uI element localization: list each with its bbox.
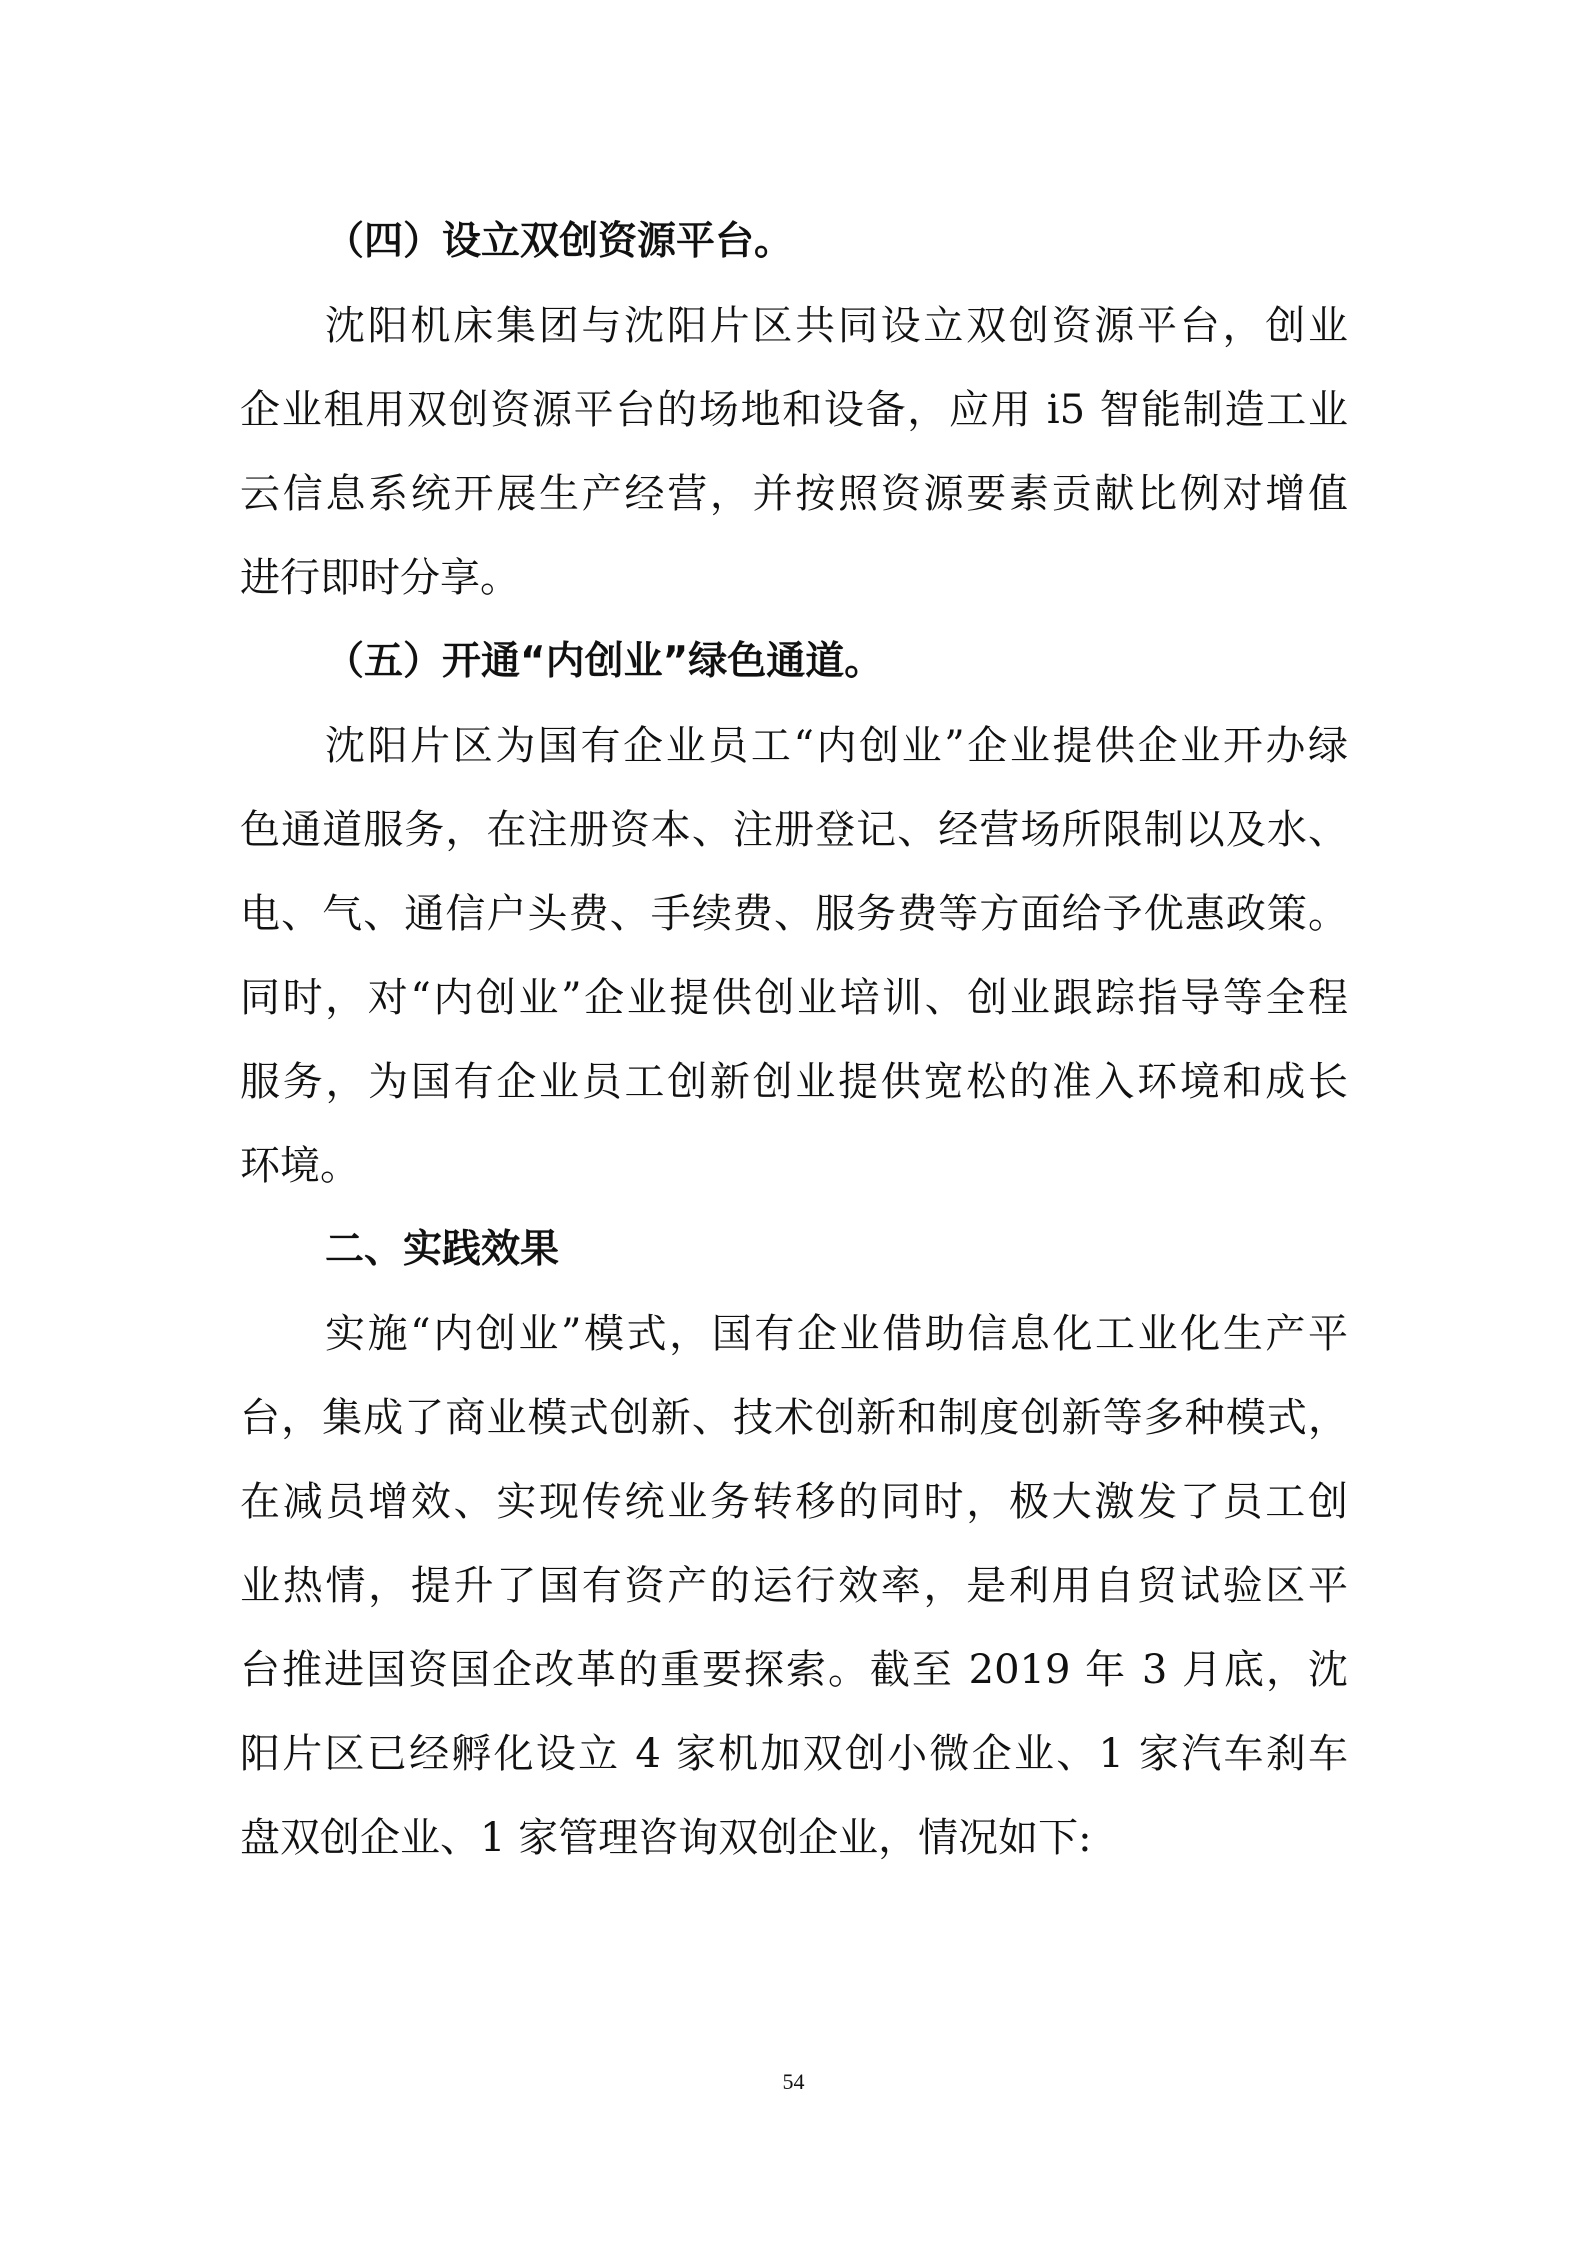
paragraph-line: 阳片区已经孵化设立 4 家机加双创小微企业、1 家汽车刹车 [240,1731,1348,1777]
section-heading-5: （五）开通“内创业”绿色通道。 [325,639,884,684]
paragraph-line: 台，集成了商业模式创新、技术创新和制度创新等多种模式， [240,1395,1348,1441]
paragraph-line: 沈阳机床集团与沈阳片区共同设立双创资源平台，创业 [325,303,1348,349]
paragraph-line: 沈阳片区为国有企业员工“内创业”企业提供企业开办绿 [325,723,1348,769]
paragraph-line: 云信息系统开展生产经营，并按照资源要素贡献比例对增值 [240,471,1348,517]
paragraph-line: 色通道服务，在注册资本、注册登记、经营场所限制以及水、 [240,807,1348,853]
paragraph-line: 业热情，提升了国有资产的运行效率，是利用自贸试验区平 [240,1563,1348,1609]
paragraph-line: 环境。 [240,1143,360,1189]
paragraph-line: 台推进国资国企改革的重要探索。截至 2019 年 3 月底，沈 [240,1647,1348,1693]
paragraph-line: 在减员增效、实现传统业务转移的同时，极大激发了员工创 [240,1479,1348,1525]
paragraph-line: 实施“内创业”模式，国有企业借助信息化工业化生产平 [325,1311,1348,1357]
page-number: 54 [782,2069,805,2094]
paragraph-line: 电、气、通信户头费、手续费、服务费等方面给予优惠政策。 [240,891,1348,937]
paragraph-line: 企业租用双创资源平台的场地和设备，应用 i5 智能制造工业 [240,387,1348,433]
paragraph-line: 盘双创企业、1 家管理咨询双创企业，情况如下: [240,1815,1092,1861]
section-heading-4: （四）设立双创资源平台。 [325,219,794,264]
paragraph-line: 服务，为国有企业员工创新创业提供宽松的准入环境和成长 [240,1059,1348,1105]
paragraph-line: 同时，对“内创业”企业提供创业培训、创业跟踪指导等全程 [240,975,1348,1021]
part-heading-practice-effects: 二、实践效果 [325,1227,560,1272]
paragraph-line: 进行即时分享。 [240,555,520,601]
